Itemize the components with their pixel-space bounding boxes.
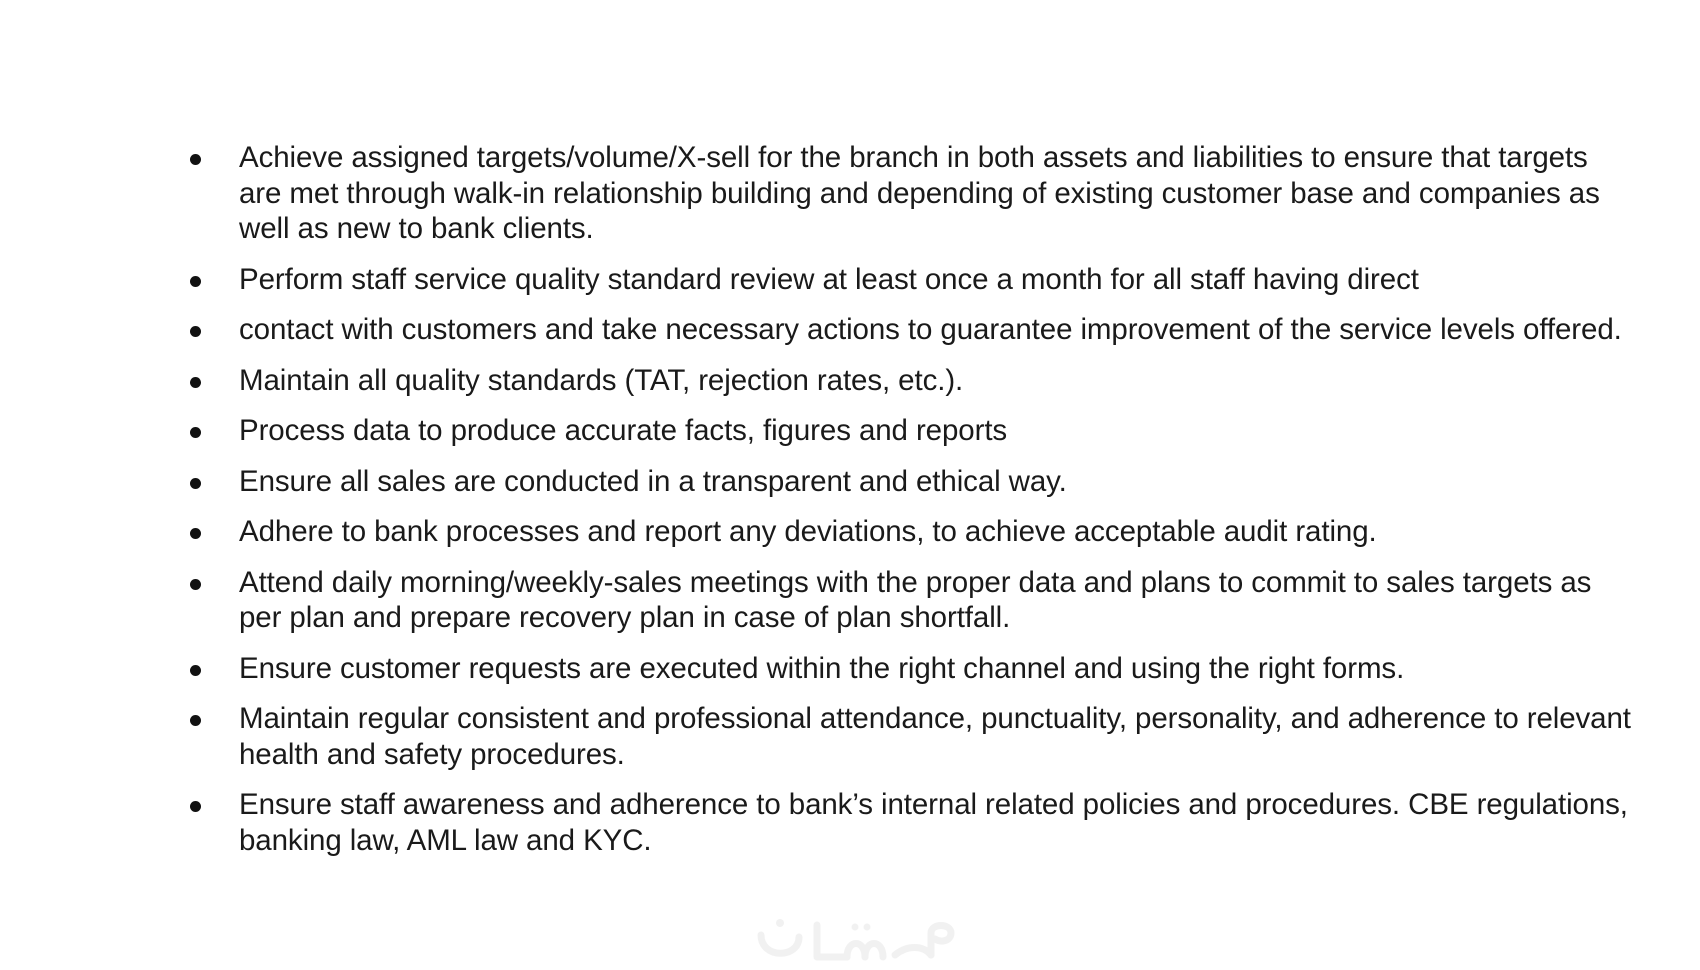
bullet-icon xyxy=(190,326,201,337)
list-item-text: Attend daily morning/weekly-sales meetings with the proper data and plans to commit to sales targets as per plan and prepare recovery plan in case of plan shortfall. xyxy=(239,565,1592,634)
list-item xyxy=(188,140,1638,247)
list-item-text: Adhere to bank processes and report any deviations, to achieve acceptable audit rating. xyxy=(239,515,1377,548)
list-item xyxy=(188,565,1638,636)
bullet-icon xyxy=(190,427,201,438)
list-item xyxy=(188,464,1638,500)
list-item-text: contact with customers and take necessary actions to guarantee improvement of the service levels offered. xyxy=(239,313,1622,346)
bullet-icon xyxy=(190,377,201,388)
bullet-icon xyxy=(190,579,201,590)
responsibilities-list xyxy=(188,140,1638,873)
list-item-text: Maintain all quality standards (TAT, rejection rates, etc.). xyxy=(239,363,964,397)
list-item-text: Achieve assigned targets/volume/X-sell for the branch in both assets and liabilities to ensure that targets are met through walk-in relationship building and depending of existing customer base and companies as well as new to bank clients. xyxy=(239,141,1600,245)
list-item-text: Maintain regular consistent and professional attendance, punctuality, personality, and adherence to relevant health and safety procedures. xyxy=(239,702,1631,771)
list-item xyxy=(188,413,1638,449)
list-item xyxy=(188,363,1638,399)
bullet-icon xyxy=(190,478,201,489)
list-item xyxy=(188,514,1638,550)
list-item xyxy=(188,312,1638,348)
bullet-icon xyxy=(190,528,201,539)
list-item-text: Ensure customer requests are executed within the right channel and using the right forms. xyxy=(239,651,1405,685)
list-item xyxy=(188,701,1638,772)
list-item xyxy=(188,651,1638,687)
list-item xyxy=(188,262,1638,298)
khamsat-watermark-logo xyxy=(755,915,970,970)
bullet-icon xyxy=(190,154,201,165)
list-item-text: Ensure all sales are conducted in a transparent and ethical way. xyxy=(239,464,1067,498)
bullet-icon xyxy=(190,276,201,287)
bullet-icon xyxy=(190,715,201,726)
bullet-icon xyxy=(190,665,201,676)
list-item-text: Process data to produce accurate facts, figures and reports xyxy=(239,414,1008,447)
list-item-text: Perform staff service quality standard review at least once a month for all staff having direct xyxy=(239,262,1419,296)
bullet-icon xyxy=(190,801,201,812)
list-item xyxy=(188,787,1638,858)
list-item-text: Ensure staff awareness and adherence to bank’s internal related policies and procedures. CBE regulations, banking law, AML law and KYC. xyxy=(239,788,1628,857)
